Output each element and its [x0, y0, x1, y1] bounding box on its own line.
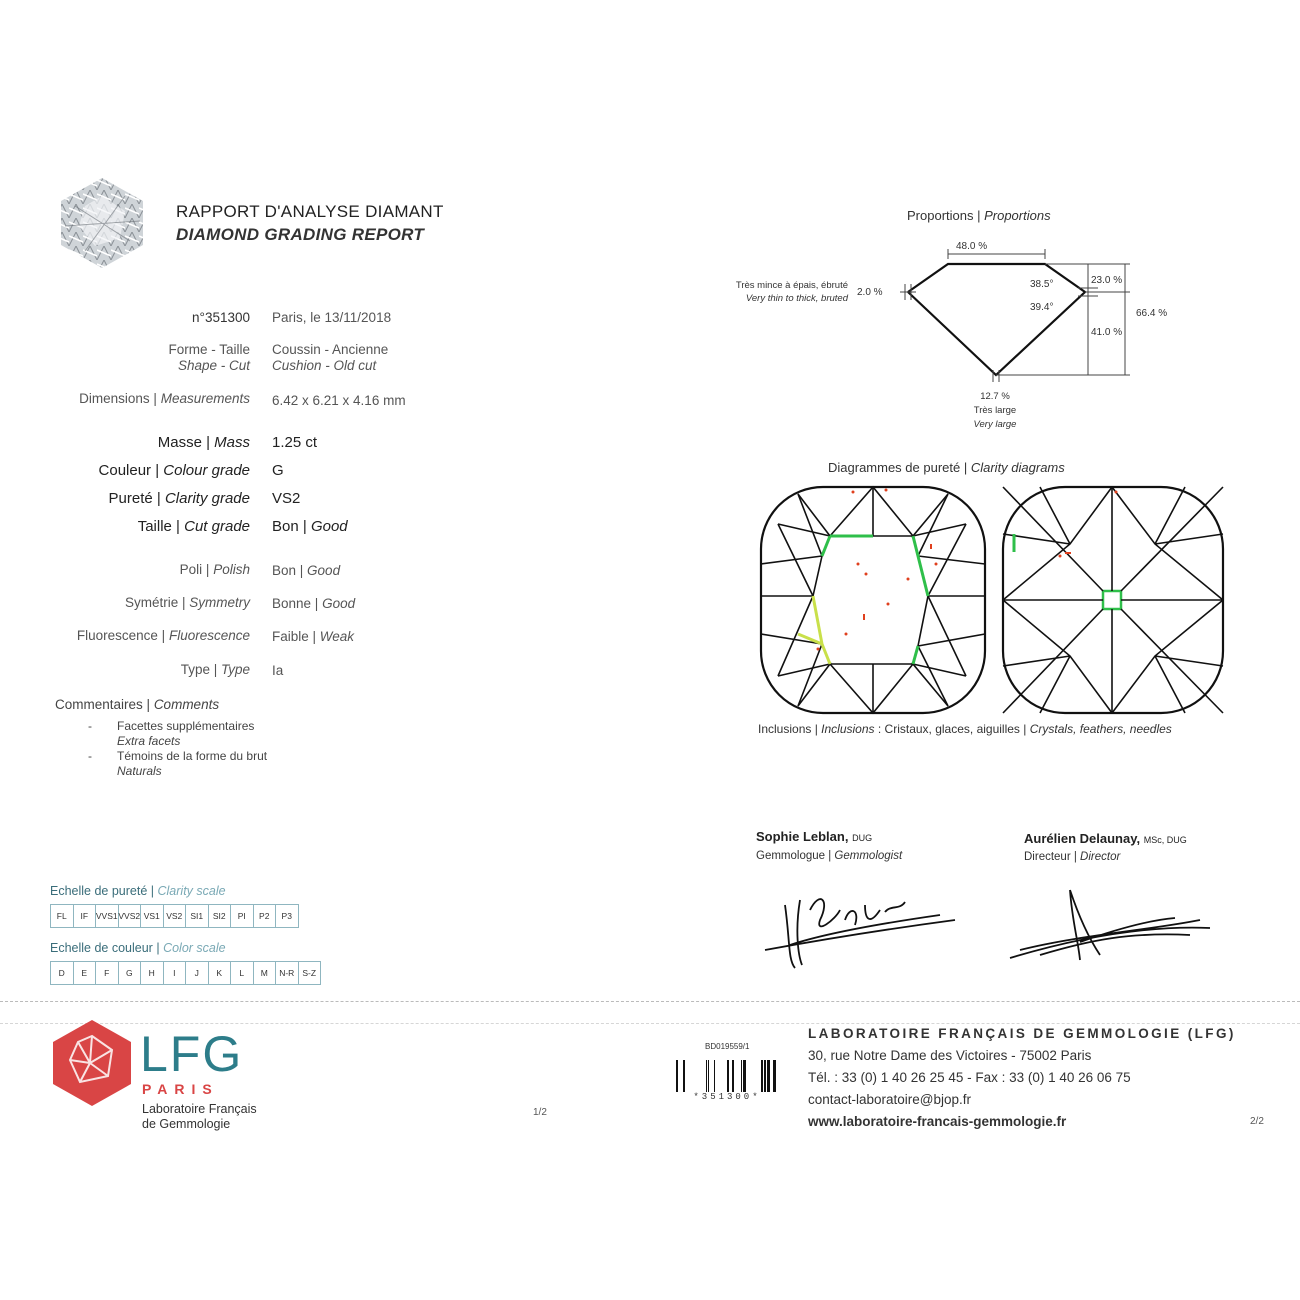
clarity-scale-title-en: Clarity scale [157, 884, 226, 898]
clarity-diagrams-title-en: Clarity diagrams [970, 460, 1065, 475]
lfg-logo-icon [50, 1018, 135, 1108]
shape-label-fr: Forme - Taille [168, 342, 250, 357]
cut-value-en: Good [310, 518, 348, 535]
mass-label-en: Mass [214, 434, 250, 451]
color-cell: N-R [275, 961, 299, 985]
color-cell: M [253, 961, 277, 985]
polish-value-en: Good [307, 563, 341, 578]
clarity-cell: FL [50, 904, 74, 928]
proportions-title-en: Proportions [984, 208, 1051, 223]
clarity-label [10, 490, 250, 507]
clarity-scale-title-fr: Echelle de pureté | [50, 884, 155, 898]
colour-label-fr: Couleur | [98, 462, 160, 479]
report-place-date: Paris, le 13/11/2018 [272, 310, 392, 325]
shape-value-fr: Coussin - Ancienne [272, 342, 389, 357]
barcode-bar [714, 1060, 715, 1092]
symmetry-value [272, 596, 355, 611]
type-label-en: Type [220, 662, 250, 677]
color-cell: L [230, 961, 254, 985]
clarity-cell: VVS1 [95, 904, 119, 928]
inclusions-line [758, 722, 1172, 736]
page-number-left: 1/2 [533, 1107, 547, 1118]
color-scale-title-fr: Echelle de couleur | [50, 941, 160, 955]
clarity-cell: SI2 [208, 904, 232, 928]
colour-value: G [272, 462, 284, 479]
type-value: Ia [272, 663, 284, 678]
polish-value-fr: Bon | [272, 563, 304, 578]
barcode-bar [708, 1060, 709, 1092]
lab-address: 30, rue Notre Dame des Victoires - 75002 Paris [808, 1048, 1092, 1063]
fluorescence-label [10, 628, 250, 643]
color-cell: J [185, 961, 209, 985]
barcode-bar [761, 1060, 763, 1092]
color-cell: E [73, 961, 97, 985]
mass-value: 1.25 ct [272, 434, 318, 451]
symmetry-label-en: Symmetry [189, 595, 250, 610]
crown-height: 23.0 % [1091, 275, 1123, 286]
color-scale-title-en: Color scale [163, 941, 226, 955]
barcode-bar [764, 1060, 766, 1092]
proportions-title [907, 208, 1051, 223]
symmetry-value-en: Good [322, 596, 356, 611]
clarity-diagrams-title-fr: Diagrammes de pureté | [828, 460, 968, 475]
type-label-fr: Type | [180, 662, 218, 677]
table-percent: 48.0 % [956, 241, 988, 252]
barcode-bar [767, 1060, 770, 1092]
logo-text: LFG [140, 1026, 244, 1082]
barcode-bar [676, 1060, 678, 1092]
polish-label-fr: Poli | [179, 562, 210, 577]
signer-2-name: Aurélien Delaunay, MSc, DUG [1024, 831, 1187, 846]
girdle-desc-en: Very thin to thick, bruted [745, 293, 848, 304]
polish-label [10, 562, 250, 577]
inclusions-label-fr: Inclusions | [758, 722, 818, 736]
barcode-bar [741, 1060, 742, 1092]
page-divider [0, 1001, 1300, 1002]
cut-value [272, 518, 348, 535]
clarity-label-fr: Pureté | [108, 490, 161, 507]
dimensions-label [10, 391, 250, 406]
clarity-cell: VVS2 [118, 904, 142, 928]
barcode-ref: BD019559/1 [705, 1042, 750, 1051]
barcode-icon [676, 1060, 778, 1092]
shape-label-en: Shape - Cut [177, 358, 250, 373]
shape-value-en: Cushion - Old cut [272, 358, 377, 373]
barcode-bar [773, 1060, 776, 1092]
clarity-cell: SI1 [185, 904, 209, 928]
signature-2 [1000, 880, 1220, 970]
comment-1-en: Extra facets [117, 734, 181, 748]
barcode-bar [706, 1060, 707, 1092]
report-number: n°351300 [192, 310, 250, 325]
dimensions-value: 6.42 x 6.21 x 4.16 mm [272, 393, 406, 408]
barcode-bar [732, 1060, 734, 1092]
crown-angle: 38.5° [1030, 279, 1054, 290]
cut-label [10, 518, 250, 535]
clarity-value: VS2 [272, 490, 301, 507]
signer-2-role: Directeur | Director [1024, 851, 1121, 863]
symmetry-value-fr: Bonne | [272, 596, 319, 611]
barcode-number: *351300* [693, 1092, 761, 1102]
lab-website[interactable]: www.laboratoire-francais-gemmologie.fr [808, 1114, 1067, 1129]
clarity-cell: PI [230, 904, 254, 928]
lab-name: LABORATOIRE FRANÇAIS DE GEMMOLOGIE (LFG) [808, 1026, 1236, 1041]
pavilion-angle: 39.4° [1030, 302, 1054, 313]
girdle-percent: 2.0 % [857, 287, 883, 298]
signer-1-role: Gemmologue | Gemmologist [756, 850, 903, 862]
clarity-label-en: Clarity grade [164, 490, 250, 507]
logo-sub-1: Laboratoire Français [142, 1102, 257, 1116]
inclusions-value-en: Crystals, feathers, needles [1029, 722, 1172, 736]
cut-label-en: Cut grade [184, 518, 250, 535]
barcode-bar [727, 1060, 729, 1092]
logo-city: PARIS [142, 1081, 219, 1097]
inclusions-value-fr: : Cristaux, glaces, aiguilles | [877, 722, 1027, 736]
culet-en: Very large [973, 419, 1017, 430]
mass-label-fr: Masse | [157, 434, 210, 451]
cut-value-fr: Bon | [272, 518, 307, 535]
pavilion-clarity-diagram [1000, 484, 1226, 716]
culet-percent: 12.7 % [980, 391, 1010, 402]
color-cell: I [163, 961, 187, 985]
color-scale-title [50, 941, 226, 955]
report-title-en: DIAMOND GRADING REPORT [176, 225, 425, 244]
logo-sub-2: de Gemmologie [142, 1117, 231, 1131]
symmetry-label-fr: Symétrie | [124, 595, 186, 610]
color-cell: D [50, 961, 74, 985]
color-cell: S-Z [298, 961, 322, 985]
color-cell: H [140, 961, 164, 985]
page-divider-2 [0, 1023, 1300, 1024]
fluorescence-value [272, 629, 354, 644]
clarity-cell: VS1 [140, 904, 164, 928]
color-cell: F [95, 961, 119, 985]
comments-label [55, 697, 219, 712]
page-number-right: 2/2 [1250, 1116, 1264, 1127]
diamond-photo-icon [55, 176, 149, 270]
dimensions-label-fr: Dimensions | [79, 391, 157, 406]
polish-value [272, 563, 340, 578]
inclusions-label-en: Inclusions [821, 722, 875, 736]
comments-label-fr: Commentaires | [55, 697, 151, 712]
colour-label-en: Colour grade [163, 462, 250, 479]
lab-email[interactable]: contact-laboratoire@bjop.fr [808, 1092, 972, 1107]
cut-label-fr: Taille | [137, 518, 180, 535]
clarity-cell: IF [73, 904, 97, 928]
girdle-desc-fr: Très mince à épais, ébruté [735, 280, 848, 291]
fluorescence-label-fr: Fluorescence | [76, 628, 166, 643]
clarity-scale [51, 904, 299, 928]
comments-label-en: Comments [153, 697, 220, 712]
fluorescence-value-fr: Faible | [272, 629, 317, 644]
signature-1 [760, 880, 960, 975]
clarity-cell: VS2 [163, 904, 187, 928]
comment-1-fr: Facettes supplémentaires [117, 719, 255, 733]
color-cell: K [208, 961, 232, 985]
comment-item-1: - [88, 719, 92, 733]
colour-label [10, 462, 250, 479]
comment-2-fr: Témoins de la forme du brut [117, 749, 268, 763]
pavilion-depth: 41.0 % [1091, 327, 1123, 338]
clarity-cell: P3 [275, 904, 299, 928]
polish-label-en: Polish [213, 562, 250, 577]
total-depth: 66.4 % [1136, 308, 1168, 319]
lab-phone: Tél. : 33 (0) 1 40 26 25 45 - Fax : 33 (0) 1 40 26 06 75 [808, 1070, 1131, 1085]
barcode-bar [683, 1060, 685, 1092]
clarity-cell: P2 [253, 904, 277, 928]
type-label [10, 662, 250, 677]
signer-1-name: Sophie Leblan, DUG [756, 829, 873, 844]
dimensions-label-en: Measurements [160, 391, 250, 406]
report-title-fr: RAPPORT D'ANALYSE DIAMANT [176, 202, 444, 221]
proportions-title-fr: Proportions | [907, 208, 981, 223]
culet-fr: Très large [973, 405, 1017, 416]
comment-2-en: Naturals [117, 764, 162, 778]
mass-label [10, 434, 250, 451]
fluorescence-label-en: Fluorescence [168, 628, 250, 643]
symmetry-label [10, 595, 250, 610]
clarity-scale-title [50, 884, 226, 898]
color-scale [51, 961, 321, 985]
fluorescence-value-en: Weak [319, 629, 355, 644]
diamond-profile [908, 264, 1085, 375]
color-cell: G [118, 961, 142, 985]
comment-item-2: - [88, 749, 92, 763]
crown-clarity-diagram [758, 484, 988, 716]
barcode-bar [743, 1060, 746, 1092]
clarity-diagrams-title [828, 460, 1065, 475]
